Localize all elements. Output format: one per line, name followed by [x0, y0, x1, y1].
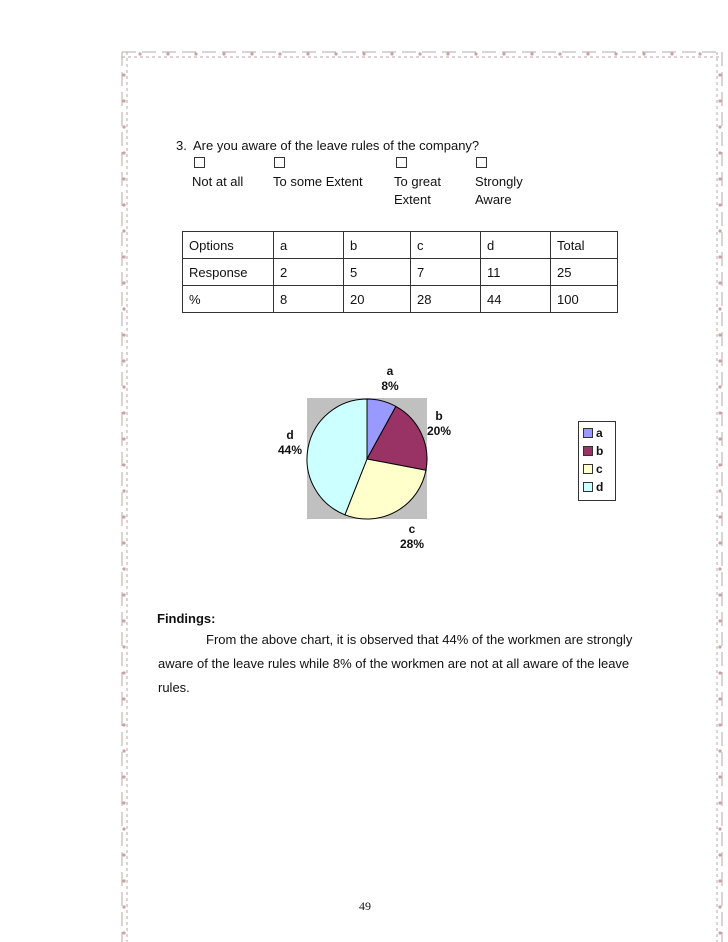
table-cell: d — [481, 232, 551, 259]
table-cell: Options — [183, 232, 274, 259]
table-cell: 2 — [274, 259, 344, 286]
legend-label: c — [596, 462, 603, 476]
slice-percent: 44% — [277, 443, 303, 457]
legend-label: a — [596, 426, 603, 440]
table-cell: 5 — [344, 259, 411, 286]
slice-category: a — [386, 364, 394, 378]
table-cell: 25 — [551, 259, 618, 286]
option-label: Strongly — [475, 174, 523, 189]
table-cell: c — [411, 232, 481, 259]
legend-label: d — [596, 480, 604, 494]
legend-swatch — [583, 446, 593, 456]
legend-swatch — [583, 482, 593, 492]
option-label-line2: Extent — [394, 192, 431, 207]
table-cell: 44 — [481, 286, 551, 313]
table-cell: % — [183, 286, 274, 313]
table-cell: Total — [551, 232, 618, 259]
table-cell: 28 — [411, 286, 481, 313]
table-cell: 8 — [274, 286, 344, 313]
chart-legend — [578, 421, 616, 501]
option-label: To great — [394, 174, 441, 189]
slice-percent: 28% — [399, 537, 425, 551]
legend-item — [583, 444, 603, 458]
legend-item — [583, 426, 603, 440]
table-cell: 20 — [344, 286, 411, 313]
table-cell: 7 — [411, 259, 481, 286]
option-label: To some Extent — [273, 174, 363, 189]
question-number: 3. — [176, 138, 187, 153]
slice-label-d — [274, 428, 306, 458]
option-label-line2: Aware — [475, 192, 512, 207]
slice-label-a — [376, 364, 404, 394]
slice-percent: 20% — [426, 424, 452, 438]
question-text: Are you aware of the leave rules of the company? — [193, 138, 480, 153]
table-cell: a — [274, 232, 344, 259]
findings-line-2: aware of the leave rules while 8% of the workmen are not at all aware of the leave — [158, 656, 630, 671]
table-cell: 100 — [551, 286, 618, 313]
slice-category: d — [286, 428, 294, 442]
slice-category: b — [435, 409, 443, 423]
table-cell: Response — [183, 259, 274, 286]
legend-swatch — [583, 428, 593, 438]
legend-item — [583, 480, 603, 494]
findings-heading: Findings: — [157, 611, 216, 626]
table-cell: 11 — [481, 259, 551, 286]
slice-label-c — [396, 522, 428, 552]
option-label: Not at all — [192, 174, 244, 189]
slice-label-b — [423, 409, 455, 439]
slice-percent: 8% — [381, 379, 399, 393]
findings-line-3: rules. — [158, 680, 190, 695]
slice-category: c — [408, 522, 416, 536]
legend-item — [583, 462, 603, 476]
legend-swatch — [583, 464, 593, 474]
page-number: 49 — [359, 899, 371, 913]
legend-label: b — [596, 444, 604, 458]
findings-line-1: From the above chart, it is observed that 44% of the workmen are strongly — [206, 632, 633, 647]
table-cell: b — [344, 232, 411, 259]
